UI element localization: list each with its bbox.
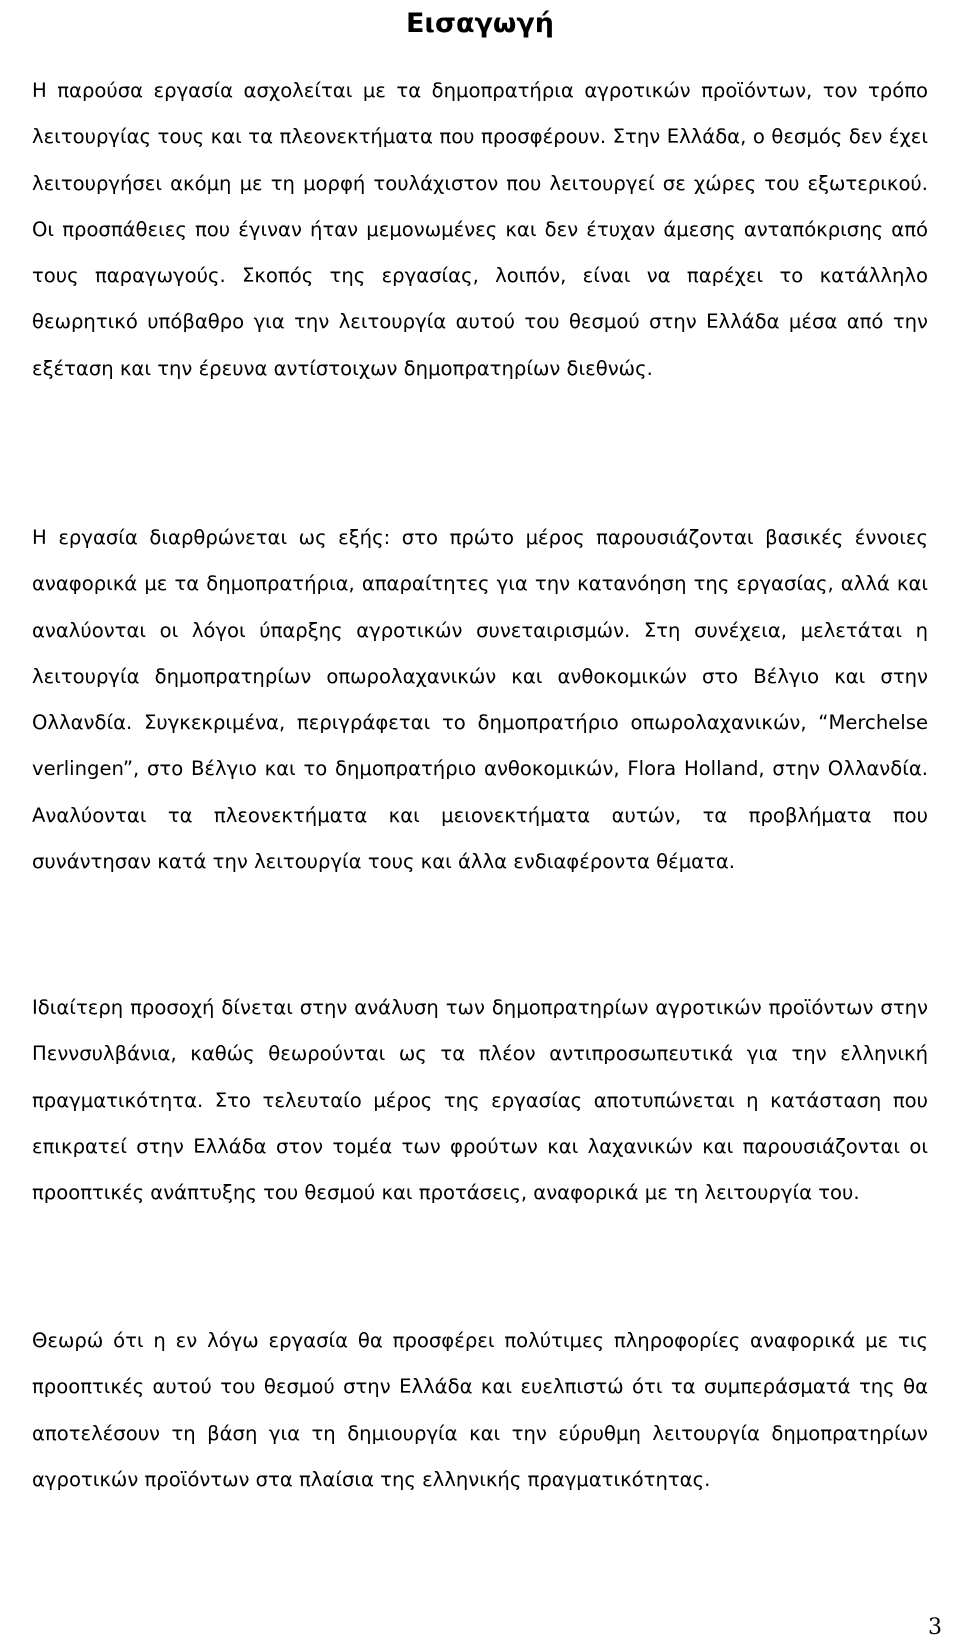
paragraph-intro: Η παρούσα εργασία ασχολείται με τα δημοπρατήρια αγροτικών προϊόντων, τον τρόπο λειτουργίας τους και τα πλεονεκτήματα που προσφέρουν. Στην Ελλάδα, ο θεσμός δεν έχει λειτουργήσει ακόμη με τη μορφή τουλάχιστον που λειτουργεί σε χώρες του εξωτερικού. Οι προσπάθειες που έγιναν ήταν μεμονωμένες και δεν έτυχαν άμεσης ανταπόκρισης από τους παραγωγούς. Σκοπός της εργασίας, λοιπόν, είναι να παρέχει το κατάλληλο θεωρητικό υπόβαθρο για την λειτουργία αυτού του θεσμού στην Ελλάδα μέσα από την εξέταση και την έρευνα αντίστοιχων δημοπρατηρίων διεθνώς. <box>32 79 928 380</box>
paragraph-structure: Η εργασία διαρθρώνεται ως εξής: στο πρώτο μέρος παρουσιάζονται βασικές έννοιες αναφορικά με τα δημοπρατήρια, απαραίτητες για την κατανόηση της εργασίας, αλλά και αναλύονται οι λόγοι ύπαρξης αγροτικών συνεταιρισμών. Στη συνέχεια, μελετάται η λειτουργία δημοπρατηρίων οπωρολαχανικών και ανθοκομικών στο Βέλγιο και στην Ολλανδία. Συγκεκριμένα, περιγράφεται το δημοπρατήριο οπωρολαχανικών, “Merchelse verlingen”, στο Βέλγιο και το δημοπρατήριο ανθοκομικών, Flora Holland, στην Ολλανδία. Αναλύονται τα πλεονεκτήματα και μειονεκτήματα αυτών, τα προβλήματα που συνάντησαν κατά την λειτουργία τους και άλλα ενδιαφέροντα θέματα. <box>32 526 928 874</box>
document-page <box>32 0 928 1491</box>
section-title: Εισαγωγή <box>405 8 554 39</box>
paragraph-pennsylvania: Ιδιαίτερη προσοχή δίνεται στην ανάλυση των δημοπρατηρίων αγροτικών προϊόντων στην Πεννσυλβάνια, καθώς θεωρούνται ως τα πλέον αντιπροσωπευτικά για την ελληνική πραγματικότητα. Στο τελευταίο μέρος της εργασίας αποτυπώνεται η κατάσταση που επικρατεί στην Ελλάδα στον τομέα των φρούτων και λαχανικών και παρουσιάζονται οι προοπτικές ανάπτυξης του θεσμού και προτάσεις, αναφορικά με τη λειτουργία του. <box>32 996 928 1205</box>
page-number: 3 <box>928 1615 942 1640</box>
paragraph-conclusion: Θεωρώ ότι η εν λόγω εργασία θα προσφέρει πολύτιμες πληροφορίες αναφορικά με τις προοπτικές αυτού του θεσμού στην Ελλάδα και ευελπιστώ ότι τα συμπεράσματά της θα αποτελέσουν τη βάση για τη δημιουργία και την εύρυθμη λειτουργία δημοπρατηρίων αγροτικών προϊόντων στα πλαίσια της ελληνικής πραγματικότητας. <box>32 1329 928 1491</box>
